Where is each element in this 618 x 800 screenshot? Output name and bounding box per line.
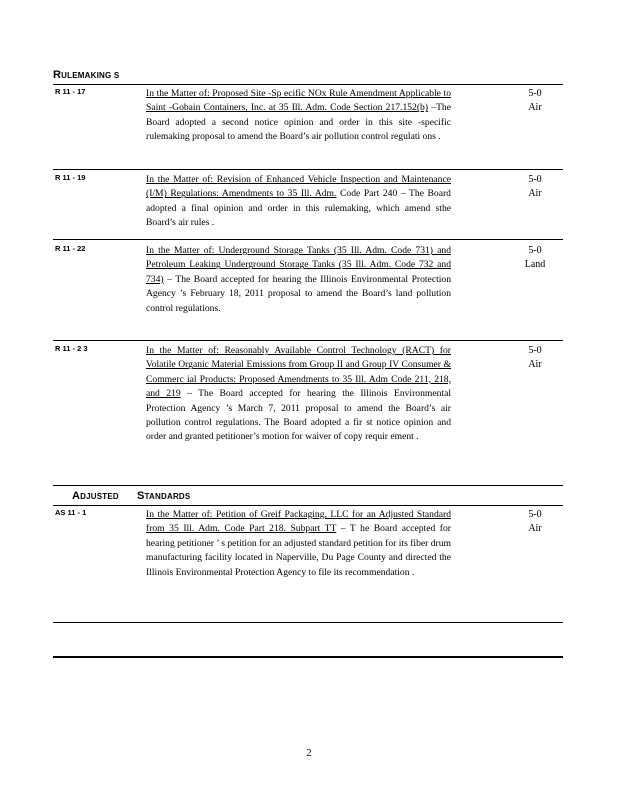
matter-title: In the Matter of: Revision of Enhanced Vehicle Inspection and Maintenance (I/M) Regulations: Amendments to 35 Ill. Adm. bbox=[146, 174, 451, 200]
matter-summary: –The Board adopted a second notice opinion and order in this site -specific rulemaking proposal to amend the Board’s air pollution control regulati ons . bbox=[146, 102, 451, 143]
vote-count: 5-0 bbox=[528, 88, 542, 99]
section-heading-adjusted-standards-2: STANDARDS bbox=[137, 490, 191, 502]
section-rule bbox=[53, 84, 563, 85]
row-divider bbox=[53, 169, 563, 170]
docket-number: R 11 - 19 bbox=[55, 173, 86, 182]
section-heading-rulemakings: RULEMAKING S bbox=[53, 69, 120, 81]
item-description bbox=[146, 173, 451, 231]
vote-category: Land bbox=[524, 259, 546, 270]
closing-rule bbox=[53, 656, 563, 658]
vote-result bbox=[515, 244, 555, 272]
item-description bbox=[146, 344, 451, 445]
vote-count: 5-0 bbox=[528, 245, 542, 256]
section-rule bbox=[53, 505, 563, 506]
docket-number: R 11 - 22 bbox=[55, 244, 86, 253]
docket-number: AS 11 - 1 bbox=[55, 508, 87, 517]
matter-summary: – The Board accepted for hearing the Illinois Environmental Protection Agency ’s February 18, 2011 proposal to amend the Board’s land pollution control regulations. bbox=[146, 273, 451, 314]
row-divider bbox=[53, 239, 563, 240]
vote-result bbox=[515, 344, 555, 372]
item-description bbox=[146, 508, 451, 580]
matter-title: In the Matter of: Underground Storage Tanks (35 Ill. Adm. Code 731) and Petroleum Leaking Underground Storage Tanks (35 Ill. Adm. Code 732 and 734) bbox=[146, 245, 451, 285]
vote-count: 5-0 bbox=[528, 345, 542, 356]
row-divider bbox=[53, 340, 563, 341]
row-divider bbox=[53, 485, 563, 486]
vote-count: 5-0 bbox=[528, 509, 542, 520]
matter-summary: Code Part 240 – The Board adopted a final opinion and order in this rulemaking, which amend sthe Board’s air rules . bbox=[146, 188, 451, 229]
matter-summary: – The Board accepted for hearing the Illinois Environmental Protection Agency ’s March 7, 2011 proposal to amend the Board’s air pollution control regulations. The Board adopted a fir st notice opinion and order and granted petitioner’s motion for waiver of copy requir ement . bbox=[146, 388, 451, 443]
matter-title: In the Matter of: Reasonably Available Control Technology (RACT) for Volatile Organic Material Emissions from Group II and Group IV Consumer & Commerc ial Products: Proposed Amendments to 35 Ill. Adm Code 211, 218, and 219 bbox=[146, 345, 451, 400]
vote-category: Air bbox=[528, 188, 542, 199]
vote-category: Air bbox=[528, 523, 542, 534]
vote-category: Air bbox=[528, 359, 542, 370]
vote-result bbox=[515, 173, 555, 201]
docket-number: R 11 - 2 3 bbox=[55, 344, 88, 353]
item-description bbox=[146, 244, 451, 316]
item-description bbox=[146, 87, 451, 145]
matter-title: In the Matter of: Petition of Greif Packaging, LLC for an Adjusted Standard from 35 Ill. Adm. Code Part 218. Subpart TT bbox=[146, 509, 451, 535]
vote-category: Air bbox=[528, 102, 542, 113]
page-number: 2 bbox=[306, 748, 312, 759]
matter-title: In the Matter of: Proposed Site -Sp ecific NOx Rule Amendment Applicable to Saint -Gobain Containers, Inc. at 35 Ill. Adm. Code Section 217.152(b) bbox=[146, 88, 451, 114]
vote-result bbox=[515, 87, 555, 115]
matter-summary: – T he Board accepted for hearing petitioner ’ s petition for an adjusted standard petition for its fiber drum manufacturing facility located in Naperville, Du Page County and directed the Illinois Environmental Protection Agency to file its recommendation . bbox=[146, 523, 451, 578]
vote-result bbox=[515, 508, 555, 536]
row-divider bbox=[53, 622, 563, 623]
vote-count: 5-0 bbox=[528, 174, 542, 185]
section-heading-adjusted-standards: ADJUSTED bbox=[72, 490, 119, 502]
docket-number: R 11 - 17 bbox=[55, 87, 86, 96]
